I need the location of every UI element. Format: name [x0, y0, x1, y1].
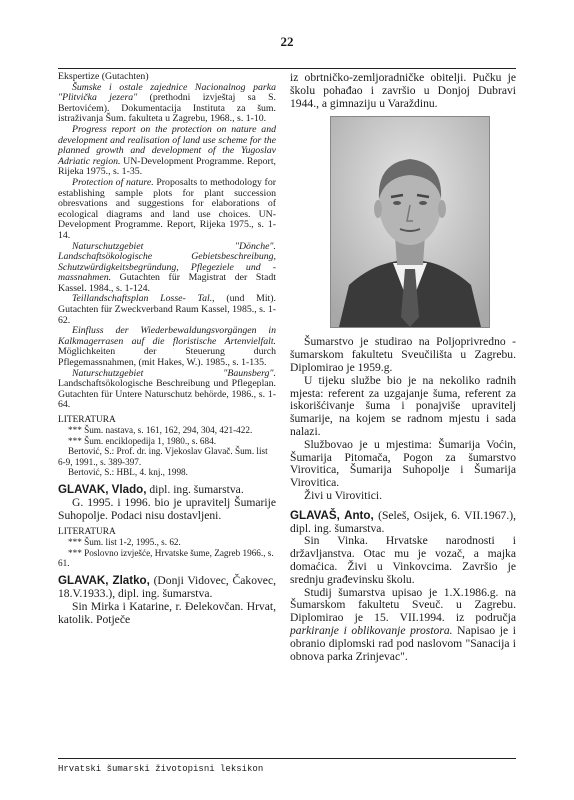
bibliography-heading: Ekspertize (Gutachten) — [58, 71, 149, 82]
page-number: 22 — [280, 34, 294, 49]
entry-body: Sin Mirka i Katarine, r. Đelekovčan. Hrvat, katolik. Potječe — [58, 600, 276, 626]
paragraph: Službovao je u mjestima: Šumarija Voćin, Šumarija Pitomača, Pogon za šumarstvo Virovitica, Šumarija Suhopolje i Šumarija Virovitica. — [290, 437, 516, 490]
entry-body: G. 1995. i 1996. bio je upravitelj Šumarije Suhopolje. Podaci nisu dostavljeni. — [58, 496, 276, 523]
entry-glavak-vlado — [58, 484, 276, 522]
bottom-rule — [58, 758, 516, 759]
entry-heading: GLAVAŠ, Anto, (Seleš, Osijek, 6. VII.1967.), dipl. ing. šumarstva. — [290, 508, 516, 535]
bibliography-item: Šumske i ostale zajednice Nacionalnog parka "Plitvička jezera" (prethodni izvještaj sa S. Bertovićem). Dokumentacija Instituta za šum. istraživanja Šum. fakulteta u Zagrebu, 1968., s. 1-10. — [58, 81, 277, 125]
entry-name: GLAVAŠ, Anto, — [290, 508, 374, 522]
literature-section — [58, 415, 276, 477]
top-rule — [58, 68, 516, 69]
literature-item: *** Šum. nastava, s. 161, 162, 294, 304, 421-422. — [68, 425, 253, 436]
entry-glavak-zlatko-continued — [290, 336, 516, 502]
literature-heading: LITERATURA — [58, 415, 116, 425]
paragraph: Živi u Virovitici. — [304, 488, 382, 502]
bibliography-item: Naturschutzgebiet "Baunsberg". Landschaftsökologische Beschreibung und Pflegeplan. Gutachten für Untere Naturschutz behörde, 1986., s. 1-64. — [58, 367, 276, 411]
literature-item: *** Šum. enciklopedija 1, 1980., s. 684. — [68, 435, 217, 446]
entry-name: GLAVAK, Vlado, — [58, 483, 147, 497]
literature-heading: LITERATURA — [58, 526, 116, 537]
entry-heading: GLAVAK, Vlado, dipl. ing. šumarstva. — [58, 483, 244, 497]
entry-name: GLAVAK, Zlatko, — [58, 574, 150, 588]
portrait-photo — [330, 116, 490, 328]
literature-item: *** Šum. list 1-2, 1995., s. 62. — [68, 537, 181, 548]
entry-continuation: iz obrtničko-zemljoradničke obitelji. Pučku je školu pohađao i završio u Donjoj Dubravi 1944., a gimnaziju u Varaždinu. — [290, 71, 516, 110]
bibliography-item: Einfluss der Wiederbewaldungsvorgängen in Kalkmagerrasen auf die floristische Artenvielfalt. Möglichkeiten der Steuerung durch Pflegemassnahmen, (mit Hakes, W.). 1985., s. 1-135. — [58, 325, 276, 369]
literature-item: Bertović, S.: HBL, 4. knj., 1998. — [68, 467, 188, 478]
bibliography-item: Teillandschaftsplan Losse- Tal., (und Mit). Gutachten für Zweckverband Raum Kassel, 1985., s. 1-62. — [58, 293, 276, 326]
literature-item: Bertović, S.: Prof. dr. ing. Vjekoslav Glavač. Šum. list 6-9, 1991., s. 389-397. — [58, 446, 268, 467]
bibliography-item: Naturschutzgebiet "Dönche". Landschaftsökologische Gebietsbeschreibung, Schutzwürdigkeitsbegründung, Pflegeziele und -massnahmen. Gutachten für Magistrat der Stadt Kassel. 1984., s. 1-124. — [58, 240, 276, 294]
bibliography-item: Progress report on the protection on nature and development and realisation of land use scheme for the planned growth and development of the Yugoslav Adriatic region. UN-Development Programme. Report, Rijeka 1975., s. 1-35. — [58, 123, 276, 178]
entry-body: Studij šumarstva upisao je 1.X.1986.g. na Šumarskom fakultetu Sveuč. u Zagrebu. Diplomirao je 15. VII.1994. iz područja parkiranje i oblikovanje prostora. Napisao je i obranio diplomski rad pod naslovom "Sanacija i obnova parka Zrinjevac". — [290, 585, 517, 663]
paragraph: U tijeku službe bio je na nekoliko radnih mjesta: referent za uzgajanje šuma, referent za iskorišćivanje šuma i ponajviše upravitelj šumarije, na kojem se radnom mjestu i sada nalazi. — [290, 373, 516, 438]
entry-body: Sin Vinka. Hrvatske narodnosti i državljanstva. Otac mu je vozač, a majka domaćica. Živi u Vinkovcima. Završio je srednju građevinsku školu. — [290, 534, 516, 586]
bibliography-list — [58, 72, 276, 411]
entry-glavas-anto — [290, 510, 516, 664]
entry-glavak-zlatko — [58, 575, 276, 626]
right-column — [290, 72, 516, 663]
bibliography-item: Protection of nature. Proposalts to methodology for establishing sample plots for plant succession obresvations and suggestions for elaborations of ecological diagrams and land use choices. UN-Development Programme. Report, Rijeka 1975., s. 1-14. — [58, 176, 276, 241]
entry-heading: GLAVAK, Zlatko, (Donji Vidovec, Čakovec, 18.V.1933.), dipl. ing. šumarstva. — [58, 574, 276, 601]
literature-item: *** Poslovno izvješće, Hrvatske šume, Zagreb 1966., s. 61. — [58, 547, 274, 569]
left-column — [58, 72, 276, 627]
footer-title: Hrvatski šumarski životopisni leksikon — [58, 764, 264, 774]
literature-section — [58, 527, 276, 569]
paragraph: Šumarstvo je studirao na Poljoprivredno - šumarskom fakultetu Sveučilišta u Zagrebu. Diplomirao je 1959.g. — [290, 335, 516, 374]
